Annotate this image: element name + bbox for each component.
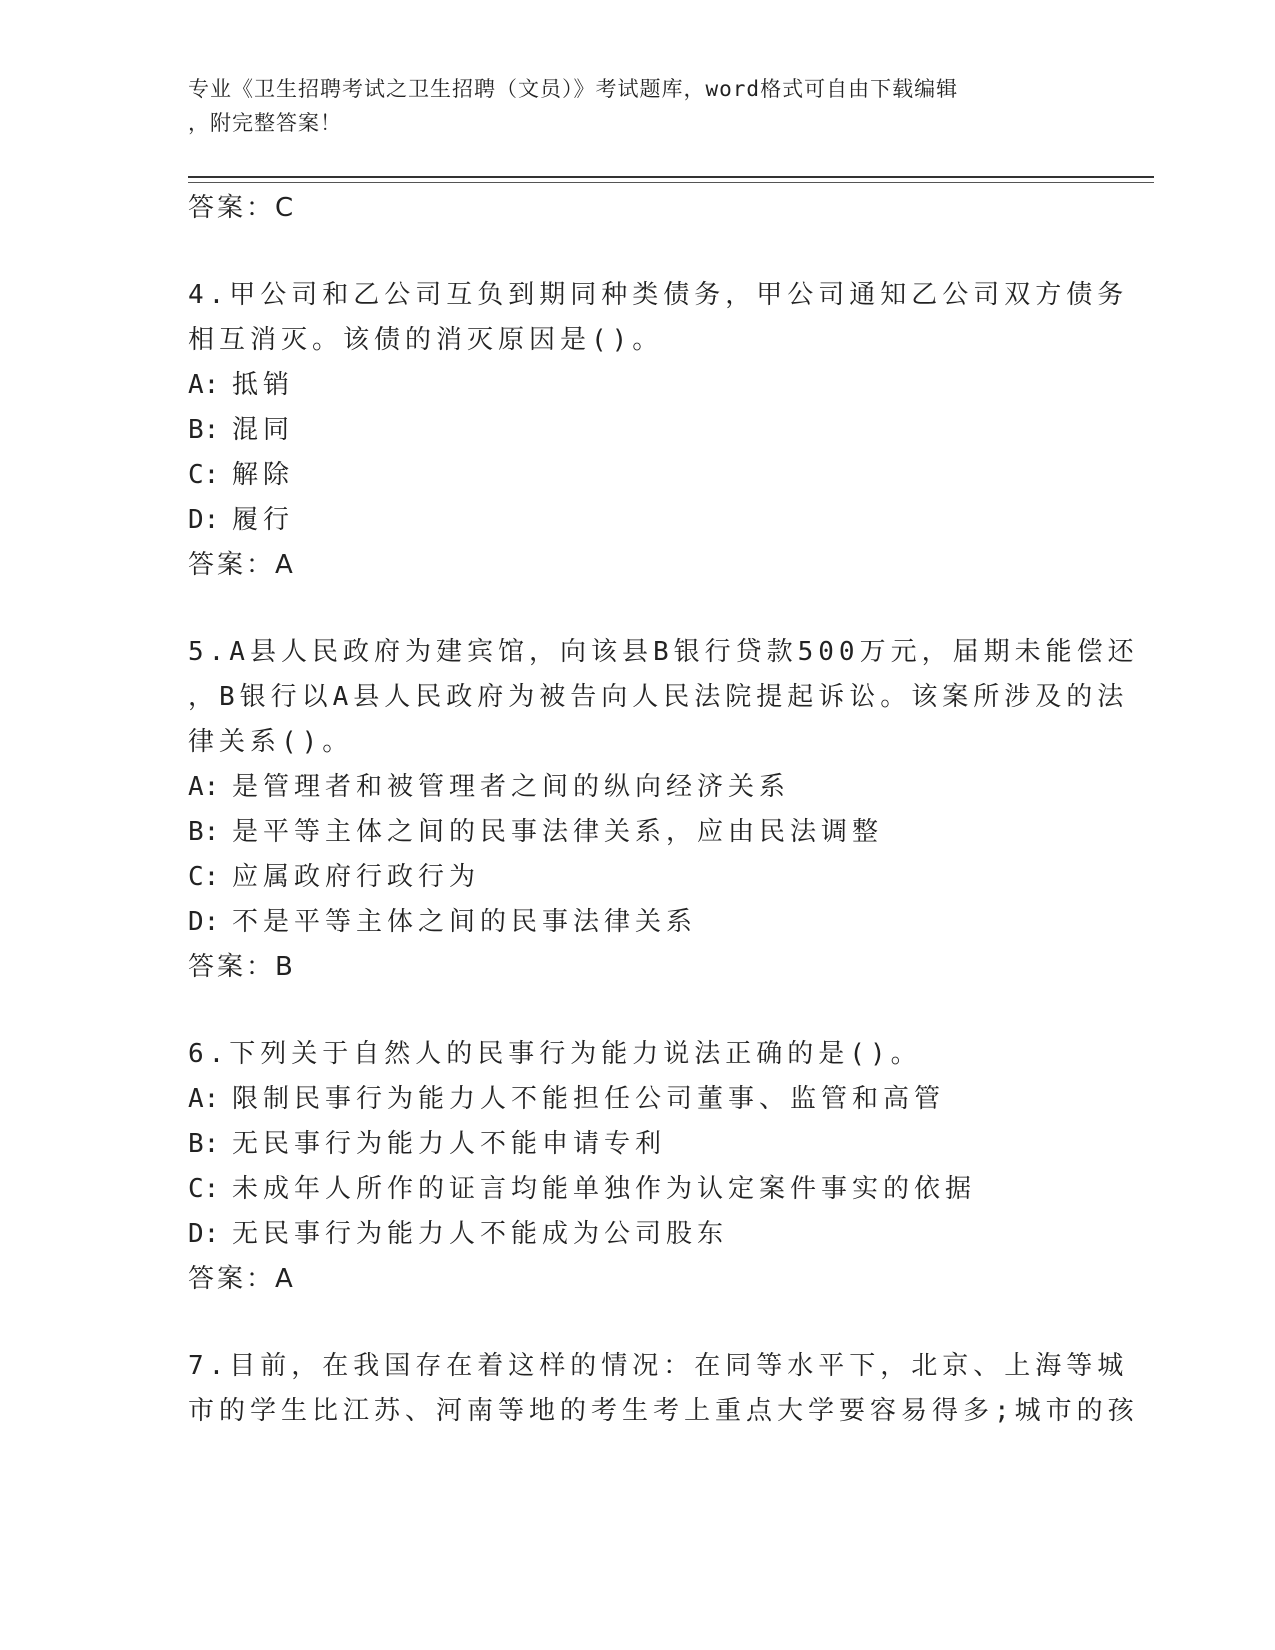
option-key: C: bbox=[188, 862, 220, 892]
option-key: A: bbox=[188, 772, 220, 802]
option-key: B: bbox=[188, 415, 220, 445]
answer-line: 答案：C bbox=[188, 193, 297, 223]
option-text: 是管理者和被管理者之间的纵向经济关系 bbox=[232, 772, 791, 802]
document-header bbox=[188, 72, 1068, 140]
question-text: ，B银行以A县人民政府为被告向人民法院提起诉讼。该案所涉及的法 bbox=[188, 682, 1129, 712]
question-text: 4.甲公司和乙公司互负到期同种类债务，甲公司通知乙公司双方债务 bbox=[188, 280, 1129, 310]
question-block bbox=[188, 1032, 1088, 1302]
option-text: 抵销 bbox=[232, 370, 295, 400]
option-key: A: bbox=[188, 1084, 220, 1114]
option-a bbox=[188, 765, 1088, 810]
option-b bbox=[188, 408, 1088, 453]
option-key: C: bbox=[188, 460, 220, 490]
option-key: D: bbox=[188, 1219, 220, 1249]
option-text: 无民事行为能力人不能申请专利 bbox=[232, 1129, 667, 1159]
option-text: 履行 bbox=[232, 505, 295, 535]
header-line-2: ，附完整答案！ bbox=[188, 111, 342, 135]
answer-line: 答案：B bbox=[188, 952, 296, 982]
answer-line: 答案：A bbox=[188, 550, 296, 580]
option-d bbox=[188, 498, 1088, 543]
question-text: 市的学生比江苏、河南等地的考生考上重点大学要容易得多;城市的孩 bbox=[188, 1396, 1139, 1426]
option-b bbox=[188, 810, 1088, 855]
option-c bbox=[188, 855, 1088, 900]
option-key: D: bbox=[188, 907, 220, 937]
option-a bbox=[188, 363, 1088, 408]
question-text: 相互消灭。该债的消灭原因是()。 bbox=[188, 325, 664, 355]
option-key: C: bbox=[188, 1174, 220, 1204]
option-d bbox=[188, 900, 1088, 945]
question-block bbox=[188, 1344, 1139, 1434]
option-text: 未成年人所作的证言均能单独作为认定案件事实的依据 bbox=[232, 1174, 977, 1204]
option-key: A: bbox=[188, 370, 220, 400]
question-text: 5.A县人民政府为建宾馆，向该县B银行贷款500万元，届期未能偿还 bbox=[188, 637, 1139, 667]
option-key: B: bbox=[188, 1129, 220, 1159]
question-list bbox=[188, 186, 1139, 1434]
header-divider-thin bbox=[188, 182, 1154, 183]
option-text: 无民事行为能力人不能成为公司股东 bbox=[232, 1219, 729, 1249]
option-text: 解除 bbox=[232, 460, 295, 490]
option-key: B: bbox=[188, 817, 220, 847]
question-text: 6.下列关于自然人的民事行为能力说法正确的是()。 bbox=[188, 1039, 922, 1069]
option-text: 限制民事行为能力人不能担任公司董事、监管和高管 bbox=[232, 1084, 946, 1114]
option-text: 不是平等主体之间的民事法律关系 bbox=[232, 907, 698, 937]
option-a bbox=[188, 1077, 1088, 1122]
option-c bbox=[188, 453, 1088, 498]
header-line-1: 专业《卫生招聘考试之卫生招聘（文员）》考试题库，word格式可自由下载编辑 bbox=[188, 77, 959, 101]
question-text: 律关系()。 bbox=[188, 727, 354, 757]
question-text: 7.目前，在我国存在着这样的情况：在同等水平下，北京、上海等城 bbox=[188, 1351, 1129, 1381]
option-d bbox=[188, 1212, 1088, 1257]
option-text: 混同 bbox=[232, 415, 295, 445]
answer-line: 答案：A bbox=[188, 1264, 296, 1294]
question-block bbox=[188, 273, 1129, 588]
option-key: D: bbox=[188, 505, 220, 535]
option-text: 应属政府行政行为 bbox=[232, 862, 481, 892]
option-text: 是平等主体之间的民事法律关系，应由民法调整 bbox=[232, 817, 884, 847]
option-b bbox=[188, 1122, 1088, 1167]
question-block bbox=[188, 630, 1139, 990]
header-divider-thick bbox=[188, 176, 1154, 178]
option-c bbox=[188, 1167, 1088, 1212]
